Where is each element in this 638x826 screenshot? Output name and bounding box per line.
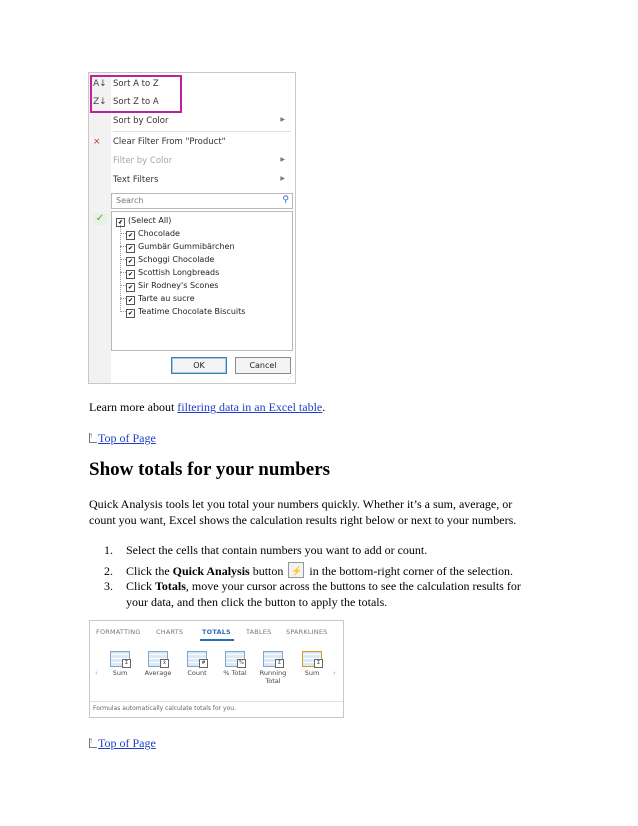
active-tab-underline (200, 639, 234, 641)
filtering-data-link[interactable]: filtering data in an Excel table (177, 400, 323, 414)
list-item-label: Sir Rodney's Scones (138, 281, 219, 290)
check-icon: ✓ (93, 213, 107, 225)
menu-item-label: Text Filters (113, 175, 159, 185)
top-of-page-icon (89, 433, 97, 443)
menu-item-label: Sort by Color (113, 116, 169, 126)
list-item[interactable] (126, 242, 235, 253)
sum-icon (110, 651, 130, 667)
count-icon (187, 651, 207, 667)
step-number: 2. (104, 564, 113, 578)
list-item-label: Teatime Chocolate Biscuits (138, 307, 246, 316)
sort-z-to-a-icon: Z↓ (93, 97, 107, 107)
sum-column-icon (302, 651, 322, 667)
step-text: Select the cells that contain numbers you want to add or count. (126, 543, 428, 557)
sum-icon-glyph: Σ (122, 659, 131, 668)
quick-analysis-button-icon (288, 562, 304, 578)
list-item[interactable] (126, 281, 218, 292)
top-of-page-icon (89, 738, 97, 748)
step-3-line-2: your data, and then click the button to apply the totals. (126, 595, 388, 609)
filter-value-list[interactable] (111, 211, 293, 351)
tab-totals[interactable]: TOTALS (202, 628, 231, 636)
menu-item-filter-by-color (113, 156, 291, 166)
resize-grip-icon[interactable]: ⋰ (287, 374, 293, 381)
button-label: Count (187, 669, 207, 677)
search-input[interactable] (111, 193, 293, 209)
clear-filter-icon: ⨯ (93, 137, 101, 147)
chevron-right-icon: ▶ (280, 175, 285, 182)
top-of-page-link-2[interactable] (89, 735, 156, 751)
step-bold-text: Quick Analysis (172, 564, 250, 578)
button-label: Running Total (259, 669, 287, 685)
top-of-page-link-1[interactable] (89, 430, 156, 446)
learn-more-paragraph (89, 399, 325, 415)
list-item[interactable] (126, 255, 214, 266)
checkbox[interactable]: ✔ (127, 258, 134, 265)
menu-item-clear-filter[interactable]: Clear Filter From "Product" (113, 137, 226, 147)
step-text: , move your cursor across the buttons to see the calculation results for (185, 579, 521, 593)
step-text: Click the (126, 564, 173, 578)
checkbox[interactable]: ✔ (127, 284, 134, 291)
list-item-label: Schoggi Chocolade (138, 255, 215, 264)
step-text: Click (126, 579, 155, 593)
chevron-right-icon: ▶ (280, 156, 285, 163)
section-heading: Show totals for your numbers (89, 459, 331, 480)
tab-formatting[interactable]: FORMATTING (96, 628, 141, 636)
top-of-page-label[interactable]: Top of Page (98, 736, 156, 750)
button-label: Sum (112, 669, 128, 677)
checkbox[interactable]: ✔ (117, 219, 124, 226)
learn-more-suffix: . (322, 400, 326, 414)
percent-total-icon (225, 651, 245, 667)
menu-item-sort-a-to-z[interactable]: Sort A to Z (113, 79, 159, 89)
list-item-label: Tarte au sucre (138, 294, 195, 303)
list-item-label: Scottish Longbreads (138, 268, 220, 277)
search-icon: ⚲ (282, 195, 289, 205)
average-button[interactable] (144, 651, 172, 677)
tab-sparklines[interactable]: SPARKLINES (286, 628, 328, 636)
list-item-label: Chocolade (138, 229, 180, 238)
step-1 (104, 542, 427, 558)
count-button[interactable] (183, 651, 211, 677)
menu-item-sort-z-to-a[interactable]: Sort Z to A (113, 97, 159, 107)
menu-separator (113, 131, 291, 132)
sum-button[interactable] (106, 651, 134, 677)
average-icon (148, 651, 168, 667)
menu-item-text-filters[interactable] (113, 175, 291, 185)
search-placeholder: Search (116, 196, 144, 205)
step-bold-text: Totals (155, 579, 186, 593)
checkbox[interactable]: ✔ (127, 232, 134, 239)
intro-line-1: Quick Analysis tools let you total your numbers quickly. Whether it’s a sum, average, or (89, 497, 513, 511)
checkbox[interactable]: ✔ (127, 310, 134, 317)
list-item[interactable] (126, 229, 180, 240)
menu-item-sort-by-color[interactable] (113, 116, 291, 126)
percent-total-button[interactable] (221, 651, 249, 677)
list-item[interactable] (126, 307, 245, 318)
running-total-button[interactable] (258, 651, 288, 685)
button-label: % Total (223, 669, 247, 677)
sum-column-icon-glyph: Σ (314, 659, 323, 668)
step-3 (104, 578, 521, 594)
footer-divider (90, 701, 343, 702)
running-total-icon (263, 651, 283, 667)
tab-charts[interactable]: CHARTS (156, 628, 184, 636)
sum-column-button[interactable] (298, 651, 326, 677)
quick-analysis-panel (89, 620, 344, 718)
intro-line-2: count you want, Excel shows the calculation results right below or next to your numbers. (89, 513, 517, 527)
button-label: Average (144, 669, 172, 677)
percent-total-icon-glyph: % (237, 659, 246, 668)
step-number: 3. (104, 579, 113, 593)
list-item-label: (Select All) (128, 216, 172, 225)
top-of-page-label[interactable]: Top of Page (98, 431, 156, 445)
list-item-label: Gumbär Gummibärchen (138, 242, 235, 251)
menu-gutter (89, 73, 111, 383)
tab-tables[interactable]: TABLES (246, 628, 272, 636)
button-label: Sum (304, 669, 320, 677)
filter-dropdown-panel (88, 72, 296, 384)
checkbox[interactable]: ✔ (127, 245, 134, 252)
ok-button[interactable]: OK (171, 357, 227, 374)
list-item[interactable] (126, 294, 195, 305)
checkbox[interactable]: ✔ (127, 271, 134, 278)
running-total-icon-glyph: Σ (275, 659, 284, 668)
checkbox[interactable]: ✔ (127, 297, 134, 304)
scroll-right-icon[interactable]: › (333, 669, 336, 677)
list-item-select-all[interactable] (116, 216, 171, 227)
count-icon-glyph: # (199, 659, 208, 668)
learn-more-prefix: Learn more about (89, 400, 178, 414)
scroll-left-icon[interactable]: ‹ (95, 669, 98, 677)
average-icon-glyph: x̄ (160, 659, 169, 668)
step-text: in the bottom-right corner of the selection. (306, 564, 513, 578)
chevron-right-icon: ▶ (280, 116, 285, 123)
step-text: button (249, 564, 287, 578)
cancel-button[interactable]: Cancel (235, 357, 291, 374)
sort-a-to-z-icon: A↓ (93, 79, 107, 89)
list-item[interactable] (126, 268, 219, 279)
step-number: 1. (104, 543, 113, 557)
step-2 (104, 562, 513, 579)
quick-analysis-footer: Formulas automatically calculate totals for you. (93, 705, 236, 712)
menu-item-label: Filter by Color (113, 156, 173, 166)
